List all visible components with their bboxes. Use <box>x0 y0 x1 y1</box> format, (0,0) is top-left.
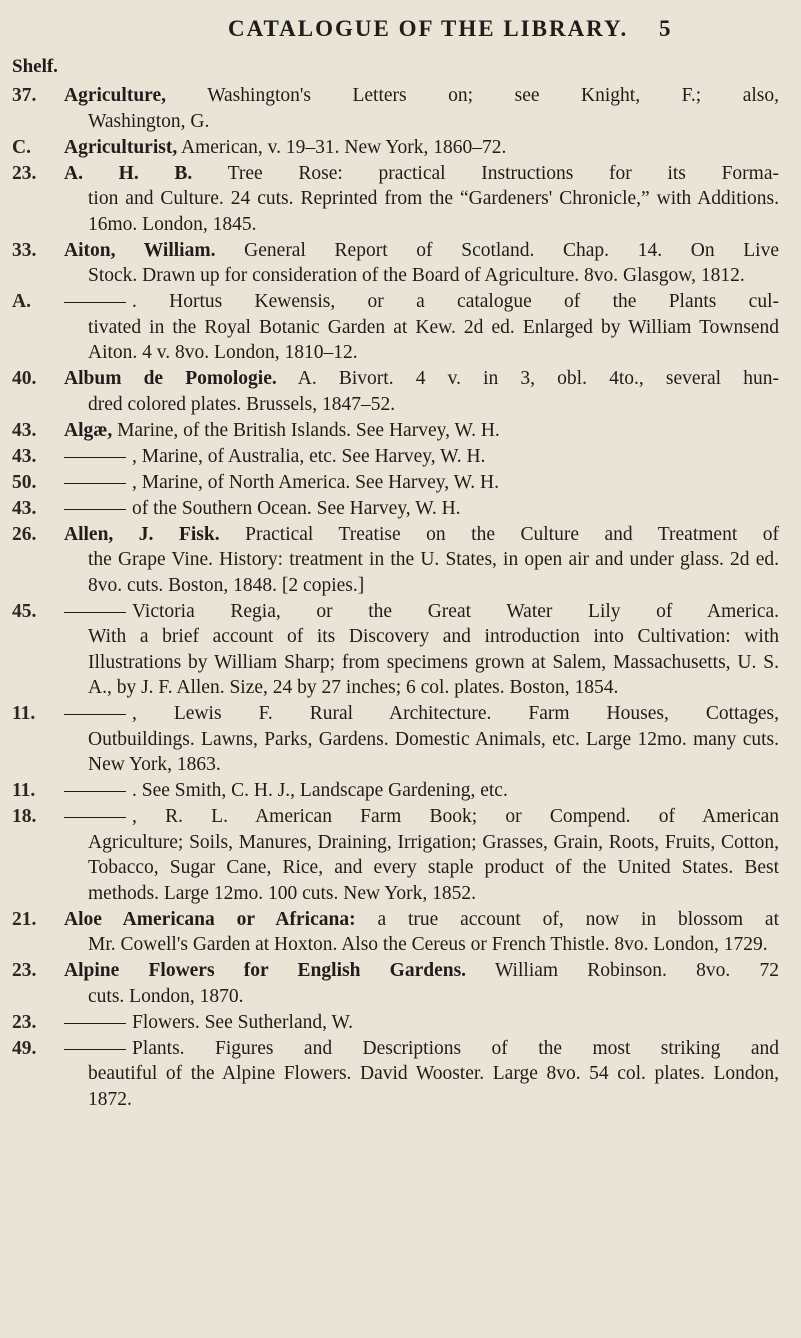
entry-first-line-text: Washington's Letters on; see Knight, F.; also, <box>207 85 779 106</box>
shelf-mark: 23. <box>12 960 37 981</box>
entry-first-line-text: Flowers. See Sutherland, W. <box>132 1011 353 1033</box>
entry-first-line-text: , Marine, of Australia, etc. See Harvey, W. H. <box>132 445 486 467</box>
shelf-mark: 21. <box>12 908 37 930</box>
ditto-rule <box>64 457 126 458</box>
entry-continuation: dred colored plates. Brussels, 1847–52. <box>88 393 396 415</box>
entry-first-line <box>64 83 779 109</box>
catalogue-entry <box>0 418 801 444</box>
entry-first-line-text: A. Bivort. 4 v. in 3, obl. 4to., several hun- <box>297 368 779 389</box>
catalogue-entry <box>0 496 801 522</box>
entry-first-line-text: . Hortus Kewensis, or a catalogue of the Plants cul- <box>132 291 779 312</box>
catalogue-entry <box>0 701 801 778</box>
ditto-rule <box>64 1049 126 1050</box>
entry-first-line <box>64 958 779 984</box>
entry-first-line-text: a true account of, now in blossom at <box>377 908 779 930</box>
entry-first-line-text: Tree Rose: practical Instructions for its Forma- <box>227 162 779 184</box>
catalogue-entry <box>0 135 801 161</box>
entry-first-line-text: William Robinson. 8vo. 72 <box>494 960 780 981</box>
shelf-mark: 49. <box>12 1037 37 1059</box>
ditto-rule <box>64 509 126 510</box>
catalogue-entry <box>0 599 801 701</box>
shelf-mark: 26. <box>12 523 37 545</box>
entry-first-line-text: . See Smith, C. H. J., Landscape Gardening, etc. <box>132 780 508 801</box>
catalogue-entry <box>0 83 801 134</box>
entry-first-line <box>64 418 779 444</box>
entry-first-line <box>64 778 779 804</box>
shelf-mark: 23. <box>12 1011 37 1033</box>
ditto-rule <box>64 612 126 613</box>
entry-continuation: cuts. London, 1870. <box>88 985 244 1007</box>
shelf-mark: 11. <box>12 780 36 801</box>
catalogue-entry <box>0 907 801 958</box>
entry-first-line-text: , Lewis F. Rural Architecture. Farm Houses, Cottages, <box>132 703 779 724</box>
shelf-mark: 43. <box>12 419 37 441</box>
entry-first-line-text: , Marine, of North America. See Harvey, W. H. <box>132 471 499 493</box>
shelf-mark: 50. <box>12 471 37 493</box>
entry-first-line <box>64 161 779 187</box>
entry-first-line <box>64 289 779 315</box>
catalogue-entry <box>0 778 801 804</box>
entry-heading: Aloe Americana or Africana: <box>64 908 356 930</box>
shelf-mark: 23. <box>12 162 37 184</box>
entry-continuation: tivated in the Royal Botanic Garden at Kew. 2d ed. Enlarged by William Townsend Aiton. 4 v. 8vo. London, 1810–12. <box>88 316 779 363</box>
shelf-mark: 37. <box>12 85 37 106</box>
entry-first-line <box>64 907 779 933</box>
entry-heading: Album de Pomologie. <box>64 368 277 389</box>
shelf-mark: 11. <box>12 703 36 724</box>
catalogue-entry <box>0 804 801 906</box>
entry-first-line <box>64 366 779 392</box>
entry-continuation: Agriculture; Soils, Manures, Draining, Irrigation; Grasses, Grain, Roots, Fruits, Cotton, Tobacco, Sugar Cane, Rice, and every staple product of the United States. Best methods. Large 12mo. 100 cuts. New York, 1852. <box>88 831 779 904</box>
entry-continuation: the Grape Vine. History: treatment in the U. States, in open air and under glass. 2d ed. 8vo. cuts. Boston, 1848. [2 copies.] <box>88 549 779 596</box>
entry-heading: Agriculturist, <box>64 136 178 158</box>
entry-first-line <box>64 522 779 548</box>
entry-first-line-text: , R. L. American Farm Book; or Compend. of American <box>132 806 779 827</box>
entry-heading: A. H. B. <box>64 162 193 184</box>
entry-first-line-text: of the Southern Ocean. See Harvey, W. H. <box>132 497 461 519</box>
catalogue-entry <box>0 444 801 470</box>
entry-heading: Algæ, <box>64 419 113 441</box>
entry-first-line-text: General Report of Scotland. Chap. 14. On Live <box>244 239 780 261</box>
shelf-mark: 40. <box>12 368 37 389</box>
catalogue-entry <box>0 161 801 238</box>
running-title: CATALOGUE OF THE LIBRARY. <box>228 16 629 41</box>
catalogue-entry <box>0 1010 801 1036</box>
entry-first-line-text: Marine, of the British Islands. See Harvey, W. H. <box>117 419 500 441</box>
entry-first-line <box>64 804 779 830</box>
entry-heading: Alpine Flowers for English Gardens. <box>64 960 467 981</box>
catalogue-entry <box>0 522 801 599</box>
ditto-rule <box>64 791 126 792</box>
catalogue-entries <box>0 83 801 1113</box>
ditto-rule <box>64 302 126 303</box>
catalogue-entry <box>0 289 801 366</box>
entry-first-line <box>64 599 779 625</box>
shelf-mark: 43. <box>12 497 37 519</box>
entry-first-line-text: Practical Treatise on the Culture and Treatment of <box>245 523 780 545</box>
shelf-column-heading: Shelf. <box>12 56 58 77</box>
shelf-mark: 18. <box>12 806 37 827</box>
entry-continuation: Washington, G. <box>88 110 210 132</box>
shelf-mark: A. <box>12 291 31 312</box>
entry-heading: Allen, J. Fisk. <box>64 523 220 545</box>
shelf-mark: 43. <box>12 445 37 467</box>
entry-first-line <box>64 1010 779 1036</box>
ditto-rule <box>64 483 126 484</box>
ditto-rule <box>64 1023 126 1024</box>
entry-continuation: Stock. Drawn up for consideration of the Board of Agriculture. 8vo. Glasgow, 1812. <box>88 265 745 286</box>
entry-first-line-text: Plants. Figures and Descriptions of the most striking and <box>132 1037 779 1059</box>
shelf-mark: 45. <box>12 600 37 622</box>
entry-first-line-text: Victoria Regia, or the Great Water Lily of America. <box>132 600 779 622</box>
entry-continuation: Outbuildings. Lawns, Parks, Gardens. Domestic Animals, etc. Large 12mo. many cuts. New York, 1863. <box>88 728 779 775</box>
entry-heading: Aiton, William. <box>64 239 216 261</box>
catalogue-entry <box>0 958 801 1009</box>
entry-first-line <box>64 701 779 727</box>
entry-first-line-text: American, v. 19–31. New York, 1860–72. <box>181 136 507 158</box>
shelf-mark: 33. <box>12 239 37 261</box>
page-number: 5 <box>659 16 671 41</box>
entry-first-line <box>64 135 779 161</box>
entry-continuation: With a brief account of its Discovery and introduction into Cultivation: with Illustrations by William Sharp; from specimens grown at Salem, Massachusetts, U. S. A., by J. F. Allen. Size, 24 by 27 inches; 6 col. plates. Boston, 1854. <box>88 626 779 698</box>
ditto-rule <box>64 817 126 818</box>
catalogue-entry <box>0 238 801 289</box>
entry-first-line <box>64 1036 779 1062</box>
page-header <box>0 14 801 48</box>
entry-first-line <box>64 444 779 470</box>
catalogue-entry <box>0 470 801 496</box>
entry-continuation: beautiful of the Alpine Flowers. David Wooster. Large 8vo. 54 col. plates. London, 1872. <box>88 1063 779 1110</box>
catalogue-entry <box>0 1036 801 1113</box>
catalogue-entry <box>0 366 801 417</box>
entry-continuation: tion and Culture. 24 cuts. Reprinted from the “Gardeners' Chronicle,” with Additions. 16mo. London, 1845. <box>88 188 779 235</box>
shelf-mark: C. <box>12 136 31 158</box>
entry-first-line <box>64 238 779 264</box>
entry-first-line <box>64 470 779 496</box>
entry-first-line <box>64 496 779 522</box>
entry-heading: Agriculture, <box>64 85 166 106</box>
entry-continuation: Mr. Cowell's Garden at Hoxton. Also the Cereus or French Thistle. 8vo. London, 1729. <box>88 934 768 955</box>
ditto-rule <box>64 714 126 715</box>
